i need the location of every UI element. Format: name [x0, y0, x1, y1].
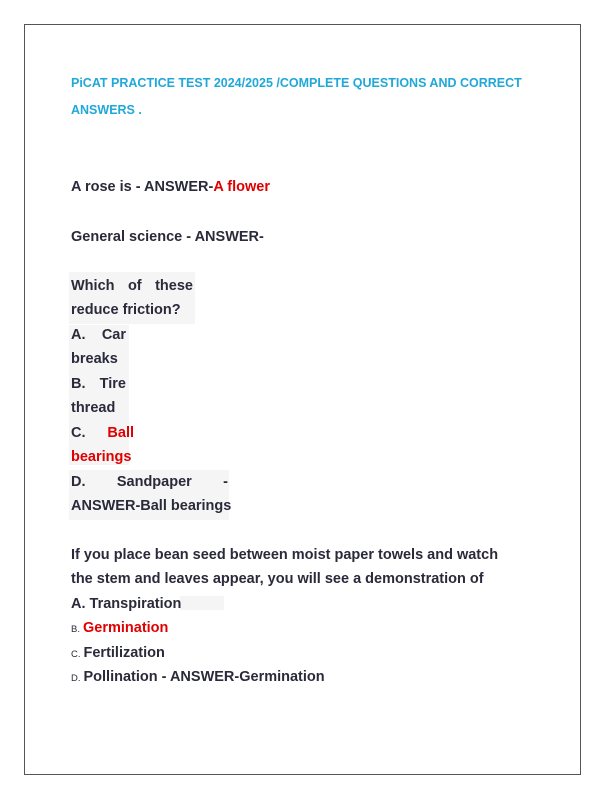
option-a-car — [71, 326, 126, 344]
option-text: Car — [101, 327, 126, 343]
option-text: Tire — [99, 376, 126, 392]
highlight-block — [180, 596, 224, 610]
document-title: PiCAT PRACTICE TEST 2024/2025 /COMPLETE QUESTIONS AND CORRECT ANSWERS . — [71, 76, 522, 117]
option-c-continuation: bearings — [71, 449, 132, 465]
option-letter: B. — [71, 376, 86, 392]
word-of: of — [127, 278, 142, 294]
option-letter: B. — [71, 624, 80, 635]
highlight-block — [69, 325, 132, 465]
general-science-line: General science - ANSWER- — [71, 229, 264, 245]
option-a-transpiration: A. Transpiration — [71, 596, 182, 612]
question-rose-text: A rose is - ANSWER- — [71, 179, 214, 195]
option-c-ball — [71, 424, 134, 442]
option-text: Fertilization — [83, 645, 165, 661]
bean-question-line2: the stem and leaves appear, you will see a demonstration of — [71, 571, 484, 587]
option-letter: C. — [71, 649, 81, 660]
option-letter: A. — [71, 327, 86, 343]
question-rose — [71, 178, 270, 196]
friction-question-line2: reduce friction? — [71, 302, 181, 318]
word-which: Which — [71, 278, 115, 294]
option-b-germination — [71, 619, 168, 639]
option-d-pollination — [71, 668, 325, 688]
friction-answer-line: ANSWER-Ball bearings — [71, 498, 232, 514]
word-these: these — [155, 278, 193, 294]
option-a-continuation: breaks — [71, 351, 118, 367]
option-b-tire — [71, 375, 126, 393]
option-d-sandpaper — [71, 473, 228, 491]
option-letter: D. — [71, 474, 86, 490]
option-letter: C. — [71, 425, 86, 441]
option-letter: D. — [71, 673, 81, 684]
option-text: Sandpaper — [116, 474, 192, 490]
friction-question-line1 — [71, 277, 193, 295]
bean-question-line1: If you place bean seed between moist paper towels and watch — [71, 547, 499, 563]
option-c-fertilization — [71, 644, 165, 664]
answer-a-flower: A flower — [213, 179, 271, 195]
option-text: Ball — [107, 425, 134, 441]
option-text: Pollination - ANSWER-Germination — [83, 669, 325, 685]
option-dash: - — [223, 474, 228, 490]
option-text: Germination — [82, 620, 169, 636]
option-b-continuation: thread — [71, 400, 116, 416]
